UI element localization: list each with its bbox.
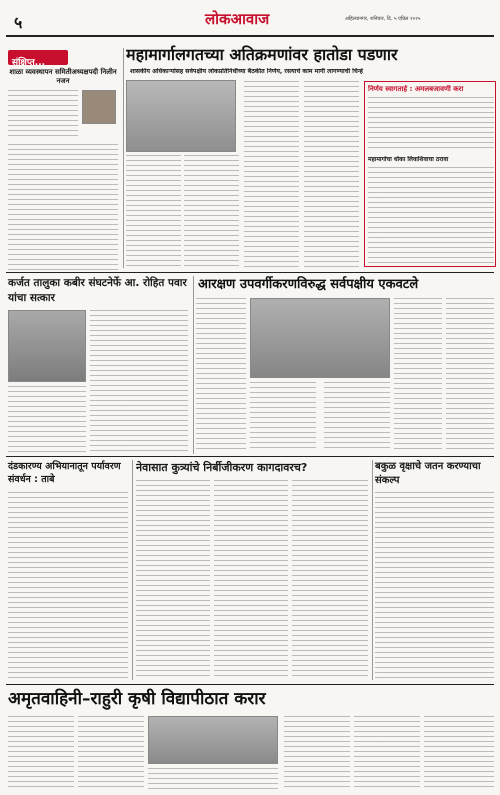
mid-lower-headline: नेवासात कुत्र्यांचे निर्बीजीकरण कागदावरच? xyxy=(136,461,308,474)
protest-text-4 xyxy=(250,382,316,452)
bottom-story xyxy=(8,688,494,792)
sidebar-text-2 xyxy=(8,144,118,270)
mid-lower-text-1 xyxy=(136,480,210,678)
lead-text-col-1 xyxy=(126,155,181,267)
lead-box-text xyxy=(368,97,494,152)
lead-story xyxy=(126,45,496,270)
mid-lower-text-3 xyxy=(292,480,368,678)
protest-text-5 xyxy=(324,382,390,452)
dateline: अहिल्यानगर, शनिवार, दि. ५ एप्रिल २०२५ xyxy=(345,16,421,22)
section-rule-1 xyxy=(6,272,494,273)
right-lower-headline: बकुळ वृक्षाचे जतन करण्याचा संकल्प xyxy=(375,461,481,486)
protest-headline: आरक्षण उपवर्गीकरणविरुद्ध सर्वपक्षीय एकवटले xyxy=(198,277,419,292)
mid-lower-text-2 xyxy=(214,480,288,678)
bottom-text-3 xyxy=(148,768,278,790)
column-divider-4 xyxy=(372,460,373,680)
sidebar xyxy=(8,50,118,270)
masthead-logo: लोकआवाज xyxy=(205,10,270,28)
column-divider xyxy=(123,48,124,268)
lead-text-col-4 xyxy=(304,81,359,267)
bottom-text-4 xyxy=(284,716,350,790)
masthead xyxy=(0,0,500,40)
lead-subheadline: शासकीय अधिकाऱ्यांसह सर्वपक्षीय लोकप्रतिनिधींच्या बैठकीत निर्णय, रस्त्याचे काम मार्गी लागण्याची चिन्हे xyxy=(130,68,363,75)
lead-box-text-2 xyxy=(368,167,494,265)
lead-box-title: निर्णय स्वागतार्ह : अमलबजावणी करा xyxy=(368,85,464,93)
sidebar-portrait xyxy=(82,90,116,124)
bottom-text-1 xyxy=(8,716,74,790)
sidebar-section-label: संक्षिप्त... xyxy=(8,50,68,65)
protest-story xyxy=(196,276,494,454)
section-rule-3 xyxy=(6,684,494,685)
honour-story xyxy=(8,276,188,454)
lead-text-col-2 xyxy=(184,155,239,267)
honour-photo xyxy=(8,310,86,382)
section-rule-2 xyxy=(6,456,494,457)
honour-text-1 xyxy=(90,310,188,452)
right-lower-story xyxy=(375,460,494,680)
sidebar-headline: शाळा व्यवस्थापन समितीअध्यक्षपदी निलीन नजन xyxy=(9,68,117,85)
lead-headline: महामार्गालगतच्या अतिक्रमणांवर हातोडा पडणार xyxy=(126,45,398,64)
page-number: ५ xyxy=(14,13,23,32)
lead-photo xyxy=(126,80,236,152)
mid-lower-story xyxy=(136,460,368,680)
lead-text-col-3 xyxy=(244,81,299,267)
protest-text-1 xyxy=(196,298,246,452)
sidebar-text xyxy=(8,90,78,140)
left-lower-text xyxy=(8,492,128,678)
bottom-photo xyxy=(148,716,278,764)
column-divider-3 xyxy=(132,460,133,680)
right-lower-text xyxy=(375,492,494,678)
lead-box xyxy=(364,81,496,267)
honour-text-2 xyxy=(8,386,86,452)
left-lower-story xyxy=(8,460,128,680)
protest-text-3 xyxy=(446,298,494,452)
protest-text-2 xyxy=(394,298,442,452)
lead-box-subtitle: महामार्गाचा धोका लिवाशिवाचा ठरावा xyxy=(368,156,449,163)
masthead-rule xyxy=(6,35,494,37)
bottom-text-5 xyxy=(354,716,420,790)
column-divider-2 xyxy=(193,276,194,454)
bottom-headline: अमृतवाहिनी–राहुरी कृषी विद्यापीठात करार xyxy=(8,689,266,709)
left-lower-headline: दंडकारण्य अभियानातून पर्यावरण संवर्धन : ताबे xyxy=(8,461,121,485)
honour-headline: कर्जत तालुका कबीर संघटनेर्फे आ. रोहित पवार यांचा सत्कार xyxy=(8,277,187,304)
protest-photo xyxy=(250,298,390,378)
bottom-text-6 xyxy=(424,716,494,790)
bottom-text-2 xyxy=(78,716,144,790)
